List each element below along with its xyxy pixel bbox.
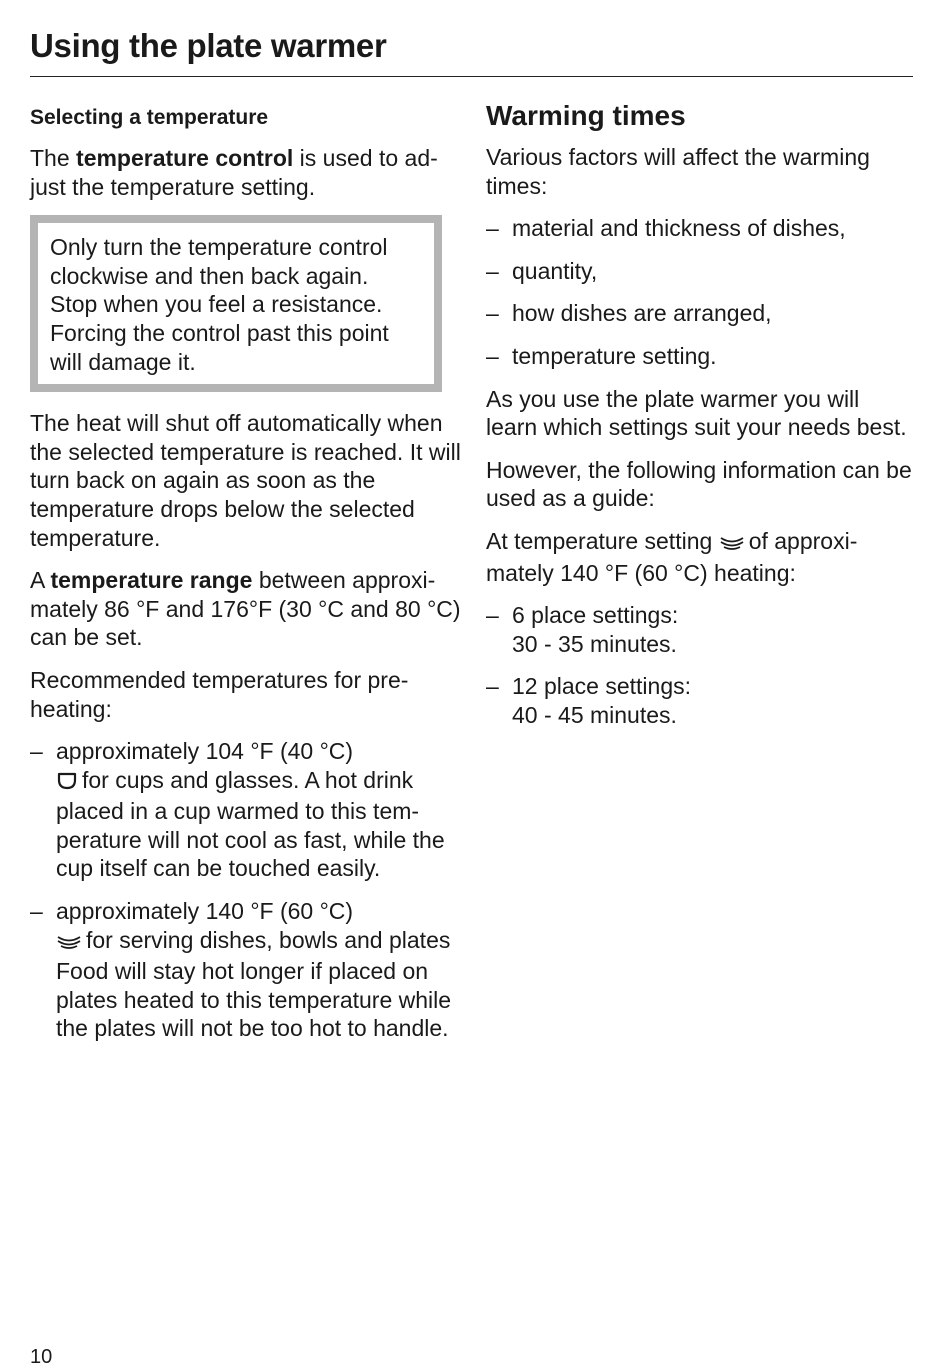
page-title: Using the plate warmer — [30, 27, 387, 64]
plates-icon — [56, 929, 82, 958]
list-item: – temperature setting. — [486, 342, 717, 369]
title-divider — [30, 76, 913, 77]
warming-times-heading: Warming times — [486, 100, 686, 131]
dash-bullet: – — [30, 738, 43, 765]
list-item: – material and thickness of dishes, — [486, 215, 846, 242]
list-item — [30, 897, 462, 1043]
temperature-line: approximately 104 °F (40 °C) — [56, 738, 354, 765]
dash-bullet: – — [486, 673, 499, 700]
list-item: – how dishes are arranged, — [486, 300, 772, 327]
list-item — [30, 737, 462, 883]
temperature-range-paragraph: A temperature range between approxi-mately 86 °F and 176°F (30 °C and 80 °C) can be set. — [30, 567, 461, 651]
temperature-control-paragraph: The temperature control is used to ad-just the temperature setting. — [30, 145, 438, 200]
warning-box — [30, 215, 442, 392]
dash-bullet: – — [486, 300, 499, 327]
right-column — [486, 100, 916, 744]
food-hot-note: Food will stay hot longer if placed on plates heated to this temperature while the plates will not be too hot to handle. — [56, 958, 452, 1042]
list-item: – 6 place settings: 30 - 35 minutes. — [486, 602, 679, 657]
list-item: – 12 place settings: 40 - 45 minutes. — [486, 673, 692, 728]
factors-list — [486, 214, 916, 370]
dash-bullet: – — [486, 215, 499, 242]
recommended-list — [30, 737, 462, 1043]
learn-settings-paragraph: As you use the plate warmer you will learn which settings suit your needs best. — [486, 385, 907, 441]
recommended-temperatures-paragraph: Recommended temperatures for pre-heating: — [30, 666, 409, 722]
plates-description: for serving dishes, bowls and plates — [86, 926, 451, 953]
cup-description: for cups and glasses. A hot drink placed in a cup warmed to this tem-perature will not cool as fast, while the cup itself can be touched easily. — [56, 766, 445, 882]
warming-times-list — [486, 601, 916, 729]
dash-bullet: – — [486, 257, 499, 284]
warming-factors-intro: Various factors will affect the warming times: — [486, 144, 870, 199]
left-column — [30, 100, 462, 1057]
cup-icon — [56, 769, 78, 798]
dash-bullet: – — [30, 898, 43, 925]
heat-shutoff-paragraph: The heat will shut off automatically when the selected temperature is reached. It will turn back on again as soon as the temperature drops below the selected temperature. — [30, 410, 461, 551]
dash-bullet: – — [486, 342, 499, 369]
page-number: 10 — [30, 1346, 53, 1368]
dash-bullet: – — [486, 602, 499, 629]
temperature-setting-paragraph: At temperature setting of approxi-mately 140 °F (60 °C) heating: — [486, 527, 858, 586]
temperature-line: approximately 140 °F (60 °C) — [56, 898, 354, 925]
selecting-temperature-heading: Selecting a temperature — [30, 106, 269, 129]
list-item: – quantity, — [486, 257, 598, 284]
guide-paragraph: However, the following information can be used as a guide: — [486, 456, 912, 512]
plates-icon — [719, 530, 745, 559]
warning-text: Only turn the temperature control clockwise and then back again. Stop when you feel a resistance. Forcing the control past this point will damage it. — [50, 234, 389, 375]
